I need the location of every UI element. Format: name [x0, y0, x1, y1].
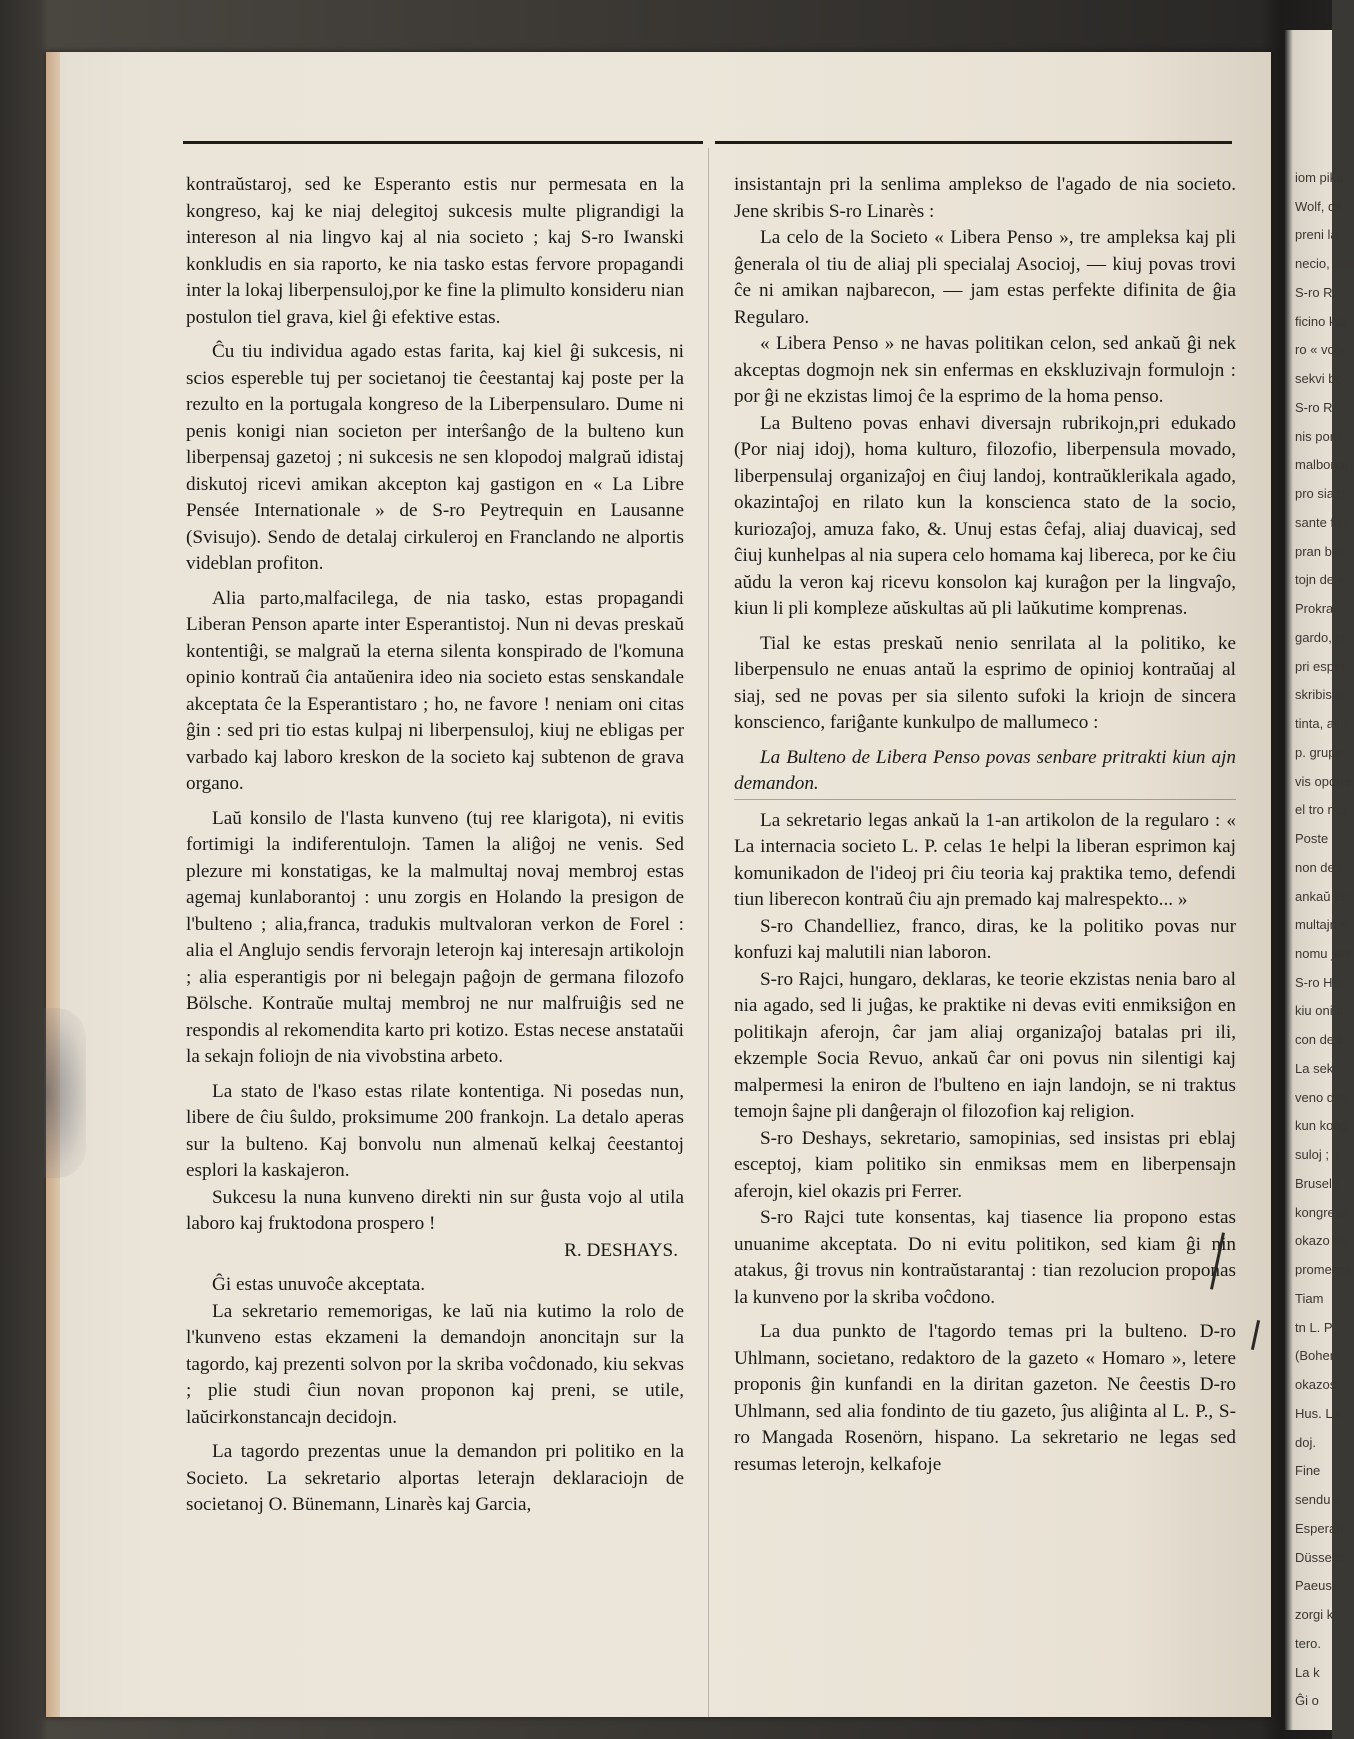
adjacent-page-fragment: kun kong: [1295, 1118, 1348, 1133]
adjacent-page-fragment: ankaŭ en: [1295, 889, 1349, 904]
adjacent-page-fragment: Esperan: [1295, 1521, 1344, 1536]
paragraph: Ĝi estas unuvoĉe akceptata.: [212, 1274, 426, 1295]
adjacent-page-fragment: Prokra: [1295, 601, 1334, 616]
adjacent-page-fragment: veno dev: [1295, 1090, 1348, 1105]
adjacent-page-fragment: tn L. P.: [1295, 1320, 1335, 1335]
adjacent-page-fragment: tero.: [1295, 1636, 1322, 1651]
binder-clip-shadow: [44, 1008, 86, 1178]
signature: R. DESHAYS.: [564, 1239, 678, 1261]
adjacent-page-fragment: malbonaj: [1295, 457, 1348, 472]
adjacent-page-fragment: iom pika: [1295, 170, 1344, 185]
paragraph: La Bulteno povas enhavi diversajn rubrikojn,pri edukado (Por niaj idoj), homa kulturo, filozofio, liberpensula movado, liberpensulaj organizaĵoj en ĉiuj landoj, kontraŭklerikala agado, okazintaĵoj en rilato kun la konscienca stato de la socio, kuriozaĵoj, amuza fako, &. Unuj estas ĉefaj, aliaj duavicaj, sed ĉiuj kunhelpas al nia supera celo homama kaj libereca, por ke ĉiu aŭdu la veron kaj ricevu konsolon kaj kuraĝon per la lingvaĵo, kiun li pli kompleze aŭskultas aŭ pli laŭkutime komprenas.: [734, 412, 1236, 619]
italic-resolution: La Bulteno de Libera Penso povas senbare pritrakti kiun ajn demandon.: [734, 745, 1236, 800]
adjacent-page-fragment: non de L.: [1295, 860, 1350, 875]
adjacent-page-fragment: La sek: [1295, 1061, 1334, 1076]
paragraph: Alia parto,malfacilega, de nia tasko, estas propagandi Liberan Penson aparte inter Esperantistoj. Nun ni devas preskaŭ kontentiĝi, se malgraŭ la eterna silenta konspirado de l'komuna opinio kontraŭ ĉia antaŭenira ideo nia societo estas senskandale akceptata ĉe la Esperantistaro ; ho, ne favore ! neniam oni citas ĝin : sed pri tio estas kulpaj ni liberpensuloj, kiuj ne ebligas per varbado kaj laboro kreskon de la societo kaj subtenon de grava organo.: [186, 587, 684, 794]
adjacent-page-fragment: pro sia b: [1295, 486, 1345, 501]
adjacent-page-fragment: sante filo: [1295, 515, 1348, 530]
adjacent-page-fragment: okazo de: [1295, 1233, 1348, 1248]
adjacent-page-fragment: ficino kaj: [1295, 314, 1346, 329]
paragraph: S-ro Rajci tute konsentas, kaj tiasence lia propono estas unuanime akceptata. Do ni evitu politikon, sed kiam ĝi nin atakus, ĝi trovus nin kontraŭstarantaj : tian rezolucion proponas la kunveno por la skriba voĉdono.: [734, 1207, 1236, 1308]
adjacent-page-fragment: suloj ; li: [1295, 1147, 1339, 1162]
right-text-column: [734, 172, 1236, 1478]
adjacent-page-fragment: kongreso: [1295, 1205, 1349, 1220]
adjacent-page-fragment: Tiam: [1295, 1291, 1324, 1306]
adjacent-page-fragment: S-ro Her: [1295, 975, 1345, 990]
paragraph: Ĉu tiu individua agado estas farita, kaj kiel ĝi sukcesis, ni scios espereble tuj per societanoj tie ĉeestantaj kaj poste per la rezulto en la portugala kongreso de la Liberpensularo. Dume ni penis konigi nian societon per interŝanĝo de la bulteno kun liberpensaj gazetoj ; ni sukcesis ne sen klopodoj malgraŭ idistaj diskutoj ricevi amikan akcepton kaj gastigon en « La Libre Pensée Internationale » de S-ro Peytrequin en Lausanne (Svisujo). Sendo de detalaj cirkuleroj en Franclando ne alportis videblan profiton.: [186, 341, 684, 574]
paragraph: « Libera Penso » ne havas politikan celon, sed ankaŭ ĝi nek akceptas dogmojn nek sin enfermas en ekskluzivajn formulojn : por ĝi ne ekzistas limoj ĉe la esprimo de la homa penso.: [734, 333, 1236, 407]
column-divider: [708, 148, 709, 1728]
adjacent-page-fragment: S-ro R: [1295, 285, 1333, 300]
adjacent-page-fragment: con de ĉ: [1295, 1032, 1345, 1047]
adjacent-page-fragment: kiu oni d: [1295, 1003, 1344, 1018]
paragraph: S-ro Rajci, hungaro, deklaras, ke teorie ekzistas nenia baro al nia agado, sed li juĝas, ke praktike ni devas eviti enmiksiĝon en politikajn aferojn, ĉar jam aliaj organizaĵoj batalas pri ili, ekzemple Socia Revuo, ankaŭ ĉar oni povus nin silentigi kaj malpermesi la eniron de l'bulteno en iajn landojn, se ni traktus temojn ŝajne pli danĝerajn ol filozofion kaj religion.: [734, 968, 1236, 1122]
paragraph: kontraŭstaroj, sed ke Esperanto estis nur permesata en la kongreso, kaj ke niaj delegitoj sukcesis multe pligrandigi la intereson al nia lingvo kaj al nia societo ; kaj S-ro Iwanski konkludis en sia raporto, ke nia tasko estas fervore propagandi inter la lokaj liberpensuloj,por ke fine la plimulto konsideru nian postulon tiel grava, kiel ĝi efektive estas.: [186, 174, 684, 328]
paragraph: La sekretario legas ankaŭ la 1-an artikolon de la regularo : « La internacia societo L. P. celas 1e helpi la liberan esprimon kaj komunikadon de l'ideoj pri ĉiu teoria kaj praktika temo, defendi tiun liberecon kontraŭ ĉiu ajn premado kaj malrespekto... »: [734, 809, 1236, 910]
paragraph: S-ro Deshays, sekretario, samopinias, sed insistas pri eblaj esceptoj, kiam politiko sin enmiksas mem en liberpensajn aferojn, kiel okazis pri Ferrer.: [734, 1127, 1236, 1202]
adjacent-page-strip: [1285, 30, 1354, 1730]
paragraph: La celo de la Societo « Libera Penso », tre ampleksa kaj pli ĝenerala ol tiu de aliaj pli specialaj Asocioj, — kiuj povas trovi ĉe ni amikan najbarecon, — jam estas perfekte difinita de ĝia Regularo.: [734, 227, 1236, 328]
adjacent-page-fragment: Paeus).: [1295, 1578, 1340, 1593]
adjacent-page-fragment: preni la: [1295, 227, 1338, 242]
adjacent-page-fragment: Bruselo: [1295, 1176, 1340, 1191]
adjacent-page-fragment: promesas: [1295, 1262, 1353, 1277]
paragraph: La dua punkto de l'tagordo temas pri la bulteno. D-ro Uhlmann, societano, redaktoro de la gazeto « Homaro », letere proponis ĝin kunfandi en la diritan gazeton. Ne ĉeestis D-ro Uhlmann, sed alia fondinto de tiu gazeto, ĵus aliĝinta al L. P., S-ro Mangada Rosenörn, hispano. La sekretario ne legas sed resumas leterojn, kelkafoje: [734, 1321, 1236, 1475]
adjacent-page-fragment: vis oporte: [1295, 774, 1352, 789]
header-rule-right: [715, 141, 1232, 144]
paragraph: La tagordo prezentas unue la demandon pri politiko en la Societo. La sekretario alportas leterajn deklaraciojn de societanoj O. Bünemann, Linarès kaj Garcia,: [186, 1441, 684, 1515]
adjacent-page-fragment: S-ro R: [1295, 400, 1333, 415]
adjacent-page-fragment: Wolf, de: [1295, 199, 1343, 214]
paragraph: Laŭ konsilo de l'lasta kunveno (tuj ree klarigota), ni evitis fortimigi la indiferentulojn. Tamen la aliĝoj ne venis. Sed plezure mi konstatigas, ke la malmultaj novaj membroj estas agemaj kunlaborantoj : unu zorgis en Holando la presigon de l'bulteno ; alia,franca, tradukis multvaloran verkon de Forel : alia el Anglujo sendis fervorajn leterojn kaj interesajn artikolojn ; alia esperantigis por ni belegajn paĝojn de germana filozofo Bölsche. Kontraŭe multaj membroj ne nur malfruiĝis sed ne respondis al rekomendita karto pri kotizo. Estas necese anstataŭi la sekajn foliojn de nia vivobstina arbeto.: [186, 807, 684, 1067]
adjacent-page-fragment: La k: [1295, 1665, 1320, 1680]
adjacent-page-fragment: ro « vola: [1295, 342, 1345, 357]
adjacent-page-fragment: okazos: [1295, 1377, 1337, 1392]
paragraph: insistantajn pri la senlima amplekso de l'agado de nia societo. Jene skribis S-ro Linarès :: [734, 174, 1236, 222]
adjacent-page-fragment: multajn s: [1295, 917, 1348, 932]
adjacent-page-fragment: Ĝi o: [1295, 1693, 1319, 1708]
adjacent-page-fragment: doj.: [1295, 1435, 1316, 1450]
adjacent-page-fragment: Fine: [1295, 1463, 1321, 1478]
paragraph: La stato de l'kaso estas rilate kontentiga. Ni posedas nun, libere de ĉiu ŝuldo, proksimume 200 frankojn. La detalo aperas sur la bulteno. Kaj bonvolu nun almenaŭ kelkaj ĉeestantoj esplori la kaskajeron.: [186, 1080, 684, 1181]
adjacent-page-fragment: tojn de «: [1295, 572, 1345, 587]
adjacent-page-fragment: (Bohem: [1295, 1348, 1341, 1363]
adjacent-page-fragment: sendu s: [1295, 1492, 1341, 1507]
page-edge: [46, 52, 60, 1717]
adjacent-page-fragment: el tro mo: [1295, 802, 1346, 817]
adjacent-page-fragment: gardo, la: [1295, 630, 1346, 645]
paragraph: Tial ke estas preskaŭ nenio senrilata al la politiko, ke liberpensulo ne enuas antaŭ la esprimo de opinioj kontraŭaj al siaj, sed ne povas per sia silento sufoki la kriojn de sincera konscienco, fariĝante kunkulpo de mallumeco :: [734, 632, 1236, 733]
adjacent-page-fragment: nis por f: [1295, 429, 1342, 444]
adjacent-page-fragment: Poste: [1295, 831, 1329, 846]
adjacent-page-fragment: nomu jarv: [1295, 946, 1353, 961]
adjacent-page-fragment: Hus. La: [1295, 1406, 1340, 1421]
adjacent-page-fragment: zorgi k: [1295, 1607, 1334, 1622]
paragraph: Sukcesu la nuna kunveno direkti nin sur ĝusta vojo al utila laboro kaj fruktodona prospero !: [186, 1186, 684, 1234]
paragraph: La sekretario rememorigas, ke laŭ nia kutimo la rolo de l'kunveno estas ekzameni la demandojn anoncitajn sur la tagordo, kaj prezenti solvon por la skriba voĉdonado, kiu sekvas ; plie studi ĉiun novan proponon kaj preni, se utile, laŭcirkonstancajn decidojn.: [186, 1300, 684, 1428]
left-text-column: [186, 172, 684, 1519]
adjacent-page-fragment: tinta, alia: [1295, 716, 1348, 731]
adjacent-page-fragment: skribis al: [1295, 687, 1346, 702]
header-rule-left: [183, 141, 703, 144]
paragraph: S-ro Chandelliez, franco, diras, ke la politiko povas nur konfuzi kaj malutili nian laboron.: [734, 915, 1236, 963]
adjacent-page-fragment: pran bult: [1295, 544, 1346, 559]
adjacent-page-fragment: Düsseld: [1295, 1550, 1342, 1565]
adjacent-page-fragment: sekvi bo: [1295, 371, 1343, 386]
adjacent-page-fragment: pri esper: [1295, 659, 1346, 674]
adjacent-page-fragment: necio, sed: [1295, 256, 1354, 271]
adjacent-page-fragment: p. grupo: [1295, 745, 1343, 760]
